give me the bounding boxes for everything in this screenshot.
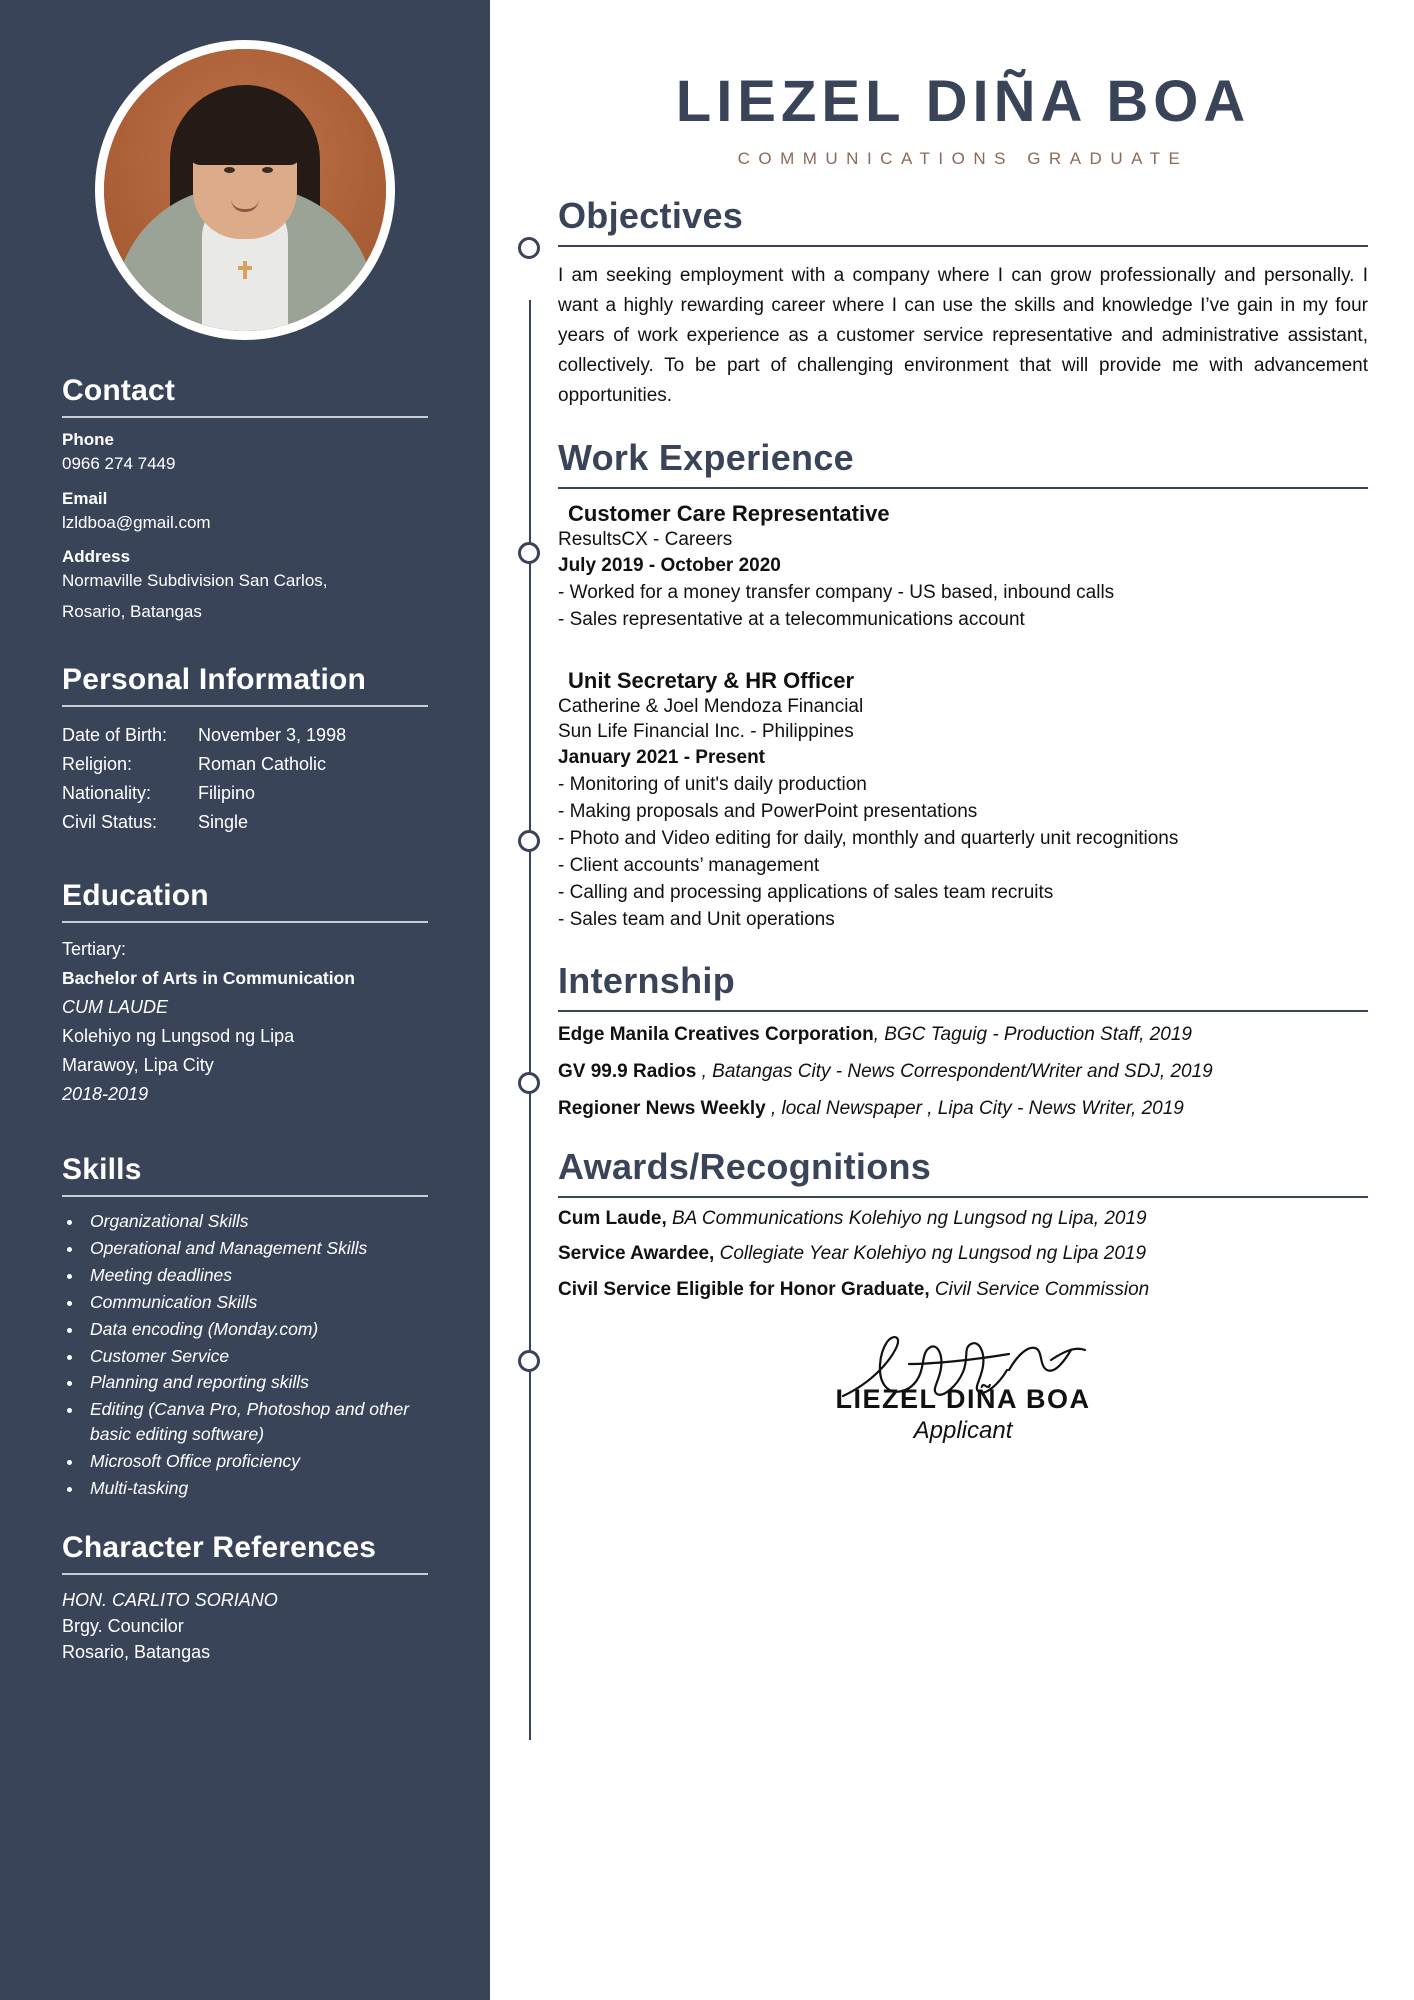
contact-divider xyxy=(62,416,428,418)
list-item: • Multi-tasking xyxy=(84,1476,428,1501)
job-bullet: - Worked for a money transfer company - US based, inbound calls xyxy=(558,581,1115,603)
internship-entry xyxy=(558,1057,1368,1086)
internship-detail: , BGC Taguig - Production Staff, 2019 xyxy=(873,1023,1192,1045)
internship-section xyxy=(558,960,1368,1124)
personal-information-divider xyxy=(62,705,428,707)
job-company-secondary: Sun Life Financial Inc. - Philippines xyxy=(558,720,854,742)
education-honor: CUM LAUDE xyxy=(62,996,169,1017)
education-section xyxy=(62,879,428,1109)
reference-position: Brgy. Councilor xyxy=(62,1615,184,1636)
education-school: Kolehiyo ng Lungsod ng Lipa xyxy=(62,1025,295,1046)
education-heading: Education xyxy=(62,879,209,913)
job-title: Customer Care Representative xyxy=(568,500,890,526)
award-title: Service Awardee, xyxy=(558,1243,715,1265)
religion-label: Religion: xyxy=(62,753,133,774)
objectives-divider xyxy=(558,245,1368,247)
phone-value: 0966 274 7449 xyxy=(62,454,176,473)
personal-information-section xyxy=(62,663,428,838)
signature-block xyxy=(558,1330,1368,1445)
job-bullet: - Making proposals and PowerPoint presentations xyxy=(558,800,978,822)
work-experience-heading: Work Experience xyxy=(558,436,854,478)
nationality-label: Nationality: xyxy=(62,782,152,803)
education-level: Tertiary: xyxy=(62,939,127,960)
dob-value: November 3, 1998 xyxy=(198,724,347,745)
list-item: • Customer Service xyxy=(84,1344,428,1369)
internship-divider xyxy=(558,1010,1368,1012)
religion-value: Roman Catholic xyxy=(198,753,327,774)
civil-status-label: Civil Status: xyxy=(62,812,158,833)
job-entry xyxy=(558,668,1368,934)
internship-org: GV 99.9 Radios xyxy=(558,1061,702,1083)
personal-information-heading: Personal Information xyxy=(62,662,367,696)
timeline-dot-objectives xyxy=(518,237,540,259)
job-bullet: - Monitoring of unit's daily production xyxy=(558,773,867,795)
timeline-dot-work-2 xyxy=(518,830,540,852)
award-entry xyxy=(558,1275,1368,1304)
internship-detail: , local Newspaper , Lipa City - News Writer, 2019 xyxy=(770,1098,1184,1120)
email-value: lzldboa@gmail.com xyxy=(62,512,211,532)
job-title: Unit Secretary & HR Officer xyxy=(568,667,855,693)
education-divider xyxy=(62,921,428,923)
main-content xyxy=(490,0,1414,2000)
award-entry xyxy=(558,1204,1368,1233)
phone-label: Phone xyxy=(62,430,114,449)
list-item: • Communication Skills xyxy=(84,1290,428,1315)
character-references-section xyxy=(62,1531,428,1665)
work-experience-section xyxy=(558,437,1368,934)
contact-section xyxy=(62,374,428,625)
job-bullet: - Calling and processing applications of sales team recruits xyxy=(558,881,1054,903)
photo-ring xyxy=(95,40,395,340)
reference-name: HON. CARLITO SORIANO xyxy=(62,1589,278,1610)
personal-info-row xyxy=(62,750,428,779)
award-detail: BA Communications Kolehiyo ng Lungsod ng Lipa, 2019 xyxy=(666,1207,1147,1229)
list-item: • Planning and reporting skills xyxy=(84,1370,428,1395)
internship-org: Regioner News Weekly xyxy=(558,1098,771,1120)
job-bullet: - Sales team and Unit operations xyxy=(558,908,835,930)
email-label: Email xyxy=(62,488,108,508)
nationality-value: Filipino xyxy=(198,782,256,803)
internship-entry xyxy=(558,1094,1368,1123)
timeline-line xyxy=(529,300,531,1740)
list-item: • Operational and Management Skills xyxy=(84,1236,428,1261)
awards-divider xyxy=(558,1196,1368,1198)
objectives-section xyxy=(558,195,1368,411)
personal-info-row xyxy=(62,808,428,837)
address-label: Address xyxy=(62,547,131,567)
job-entry xyxy=(558,501,1368,634)
sidebar xyxy=(0,0,490,2000)
personal-info-row xyxy=(62,721,428,750)
education-degree: Bachelor of Arts in Communication xyxy=(62,968,355,989)
civil-status-value: Single xyxy=(198,812,249,833)
award-entry xyxy=(558,1239,1368,1268)
award-detail: Collegiate Year Kolehiyo ng Lungsod ng Lipa 2019 xyxy=(714,1243,1147,1265)
list-item: • Meeting deadlines xyxy=(84,1263,428,1288)
address-line-1: Normaville Subdivision San Carlos, xyxy=(62,571,328,591)
internship-entry xyxy=(558,1020,1368,1049)
work-experience-divider xyxy=(558,487,1368,489)
list-item: • Microsoft Office proficiency xyxy=(84,1449,428,1474)
skills-list xyxy=(84,1209,428,1500)
job-company: Catherine & Joel Mendoza Financial xyxy=(558,695,864,717)
list-item: • Organizational Skills xyxy=(84,1209,428,1234)
dob-label: Date of Birth: xyxy=(62,724,168,745)
timeline xyxy=(518,300,542,2000)
job-bullet: - Photo and Video editing for daily, monthly and quarterly unit recognitions xyxy=(558,827,1179,849)
page-subtitle: COMMUNICATIONS GRADUATE xyxy=(737,148,1189,168)
address-line-2: Rosario, Batangas xyxy=(62,601,202,621)
job-bullet: - Sales representative at a telecommunications account xyxy=(558,608,1025,630)
award-title: Cum Laude, xyxy=(558,1207,667,1229)
job-date: July 2019 - October 2020 xyxy=(558,555,781,577)
personal-info-row xyxy=(62,779,428,808)
skills-section xyxy=(62,1153,428,1500)
internship-org: Edge Manila Creatives Corporation xyxy=(558,1023,874,1045)
award-title: Civil Service Eligible for Honor Graduate, xyxy=(558,1278,930,1300)
job-date: January 2021 - Present xyxy=(558,747,766,769)
timeline-dot-internship xyxy=(518,1072,540,1094)
timeline-dot-work-1 xyxy=(518,542,540,564)
skills-divider xyxy=(62,1195,428,1197)
education-years: 2018-2019 xyxy=(62,1084,149,1105)
list-item: • Editing (Canva Pro, Photoshop and other basic editing software) xyxy=(84,1397,428,1447)
awards-heading: Awards/Recognitions xyxy=(558,1145,932,1187)
profile-photo-container xyxy=(0,0,490,340)
job-company: ResultsCX - Careers xyxy=(558,528,733,550)
objectives-text: I am seeking employment with a company where I can grow professionally and personally. I want a highly rewarding career where I can use the skills and knowledge I’ve gain in my four years of work experience as a customer service representative and administrative assistant, collectively. To be part of challenging environment that will provide me with advancement opportunities. xyxy=(558,264,1368,406)
list-item: • Data encoding (Monday.com) xyxy=(84,1317,428,1342)
page-title: LIEZEL DIÑA BOA xyxy=(675,69,1251,134)
contact-heading: Contact xyxy=(62,374,176,407)
signature-role: Applicant xyxy=(913,1417,1013,1445)
awards-section xyxy=(558,1146,1368,1304)
character-references-divider xyxy=(62,1573,428,1575)
education-location: Marawoy, Lipa City xyxy=(62,1055,214,1075)
timeline-dot-awards xyxy=(518,1350,540,1372)
internship-detail: , Batangas City - News Correspondent/Writer and SDJ, 2019 xyxy=(701,1061,1213,1083)
internship-heading: Internship xyxy=(558,959,736,1001)
reference-location: Rosario, Batangas xyxy=(62,1641,211,1662)
job-bullet: - Client accounts’ management xyxy=(558,854,820,876)
signature-name: LIEZEL DIÑA BOA xyxy=(835,1384,1091,1415)
skills-heading: Skills xyxy=(62,1153,142,1187)
personal-information-table xyxy=(62,721,428,838)
avatar xyxy=(104,49,386,331)
character-references-heading: Character References xyxy=(62,1530,377,1564)
objectives-heading: Objectives xyxy=(558,194,744,236)
award-detail: Civil Service Commission xyxy=(929,1278,1150,1300)
